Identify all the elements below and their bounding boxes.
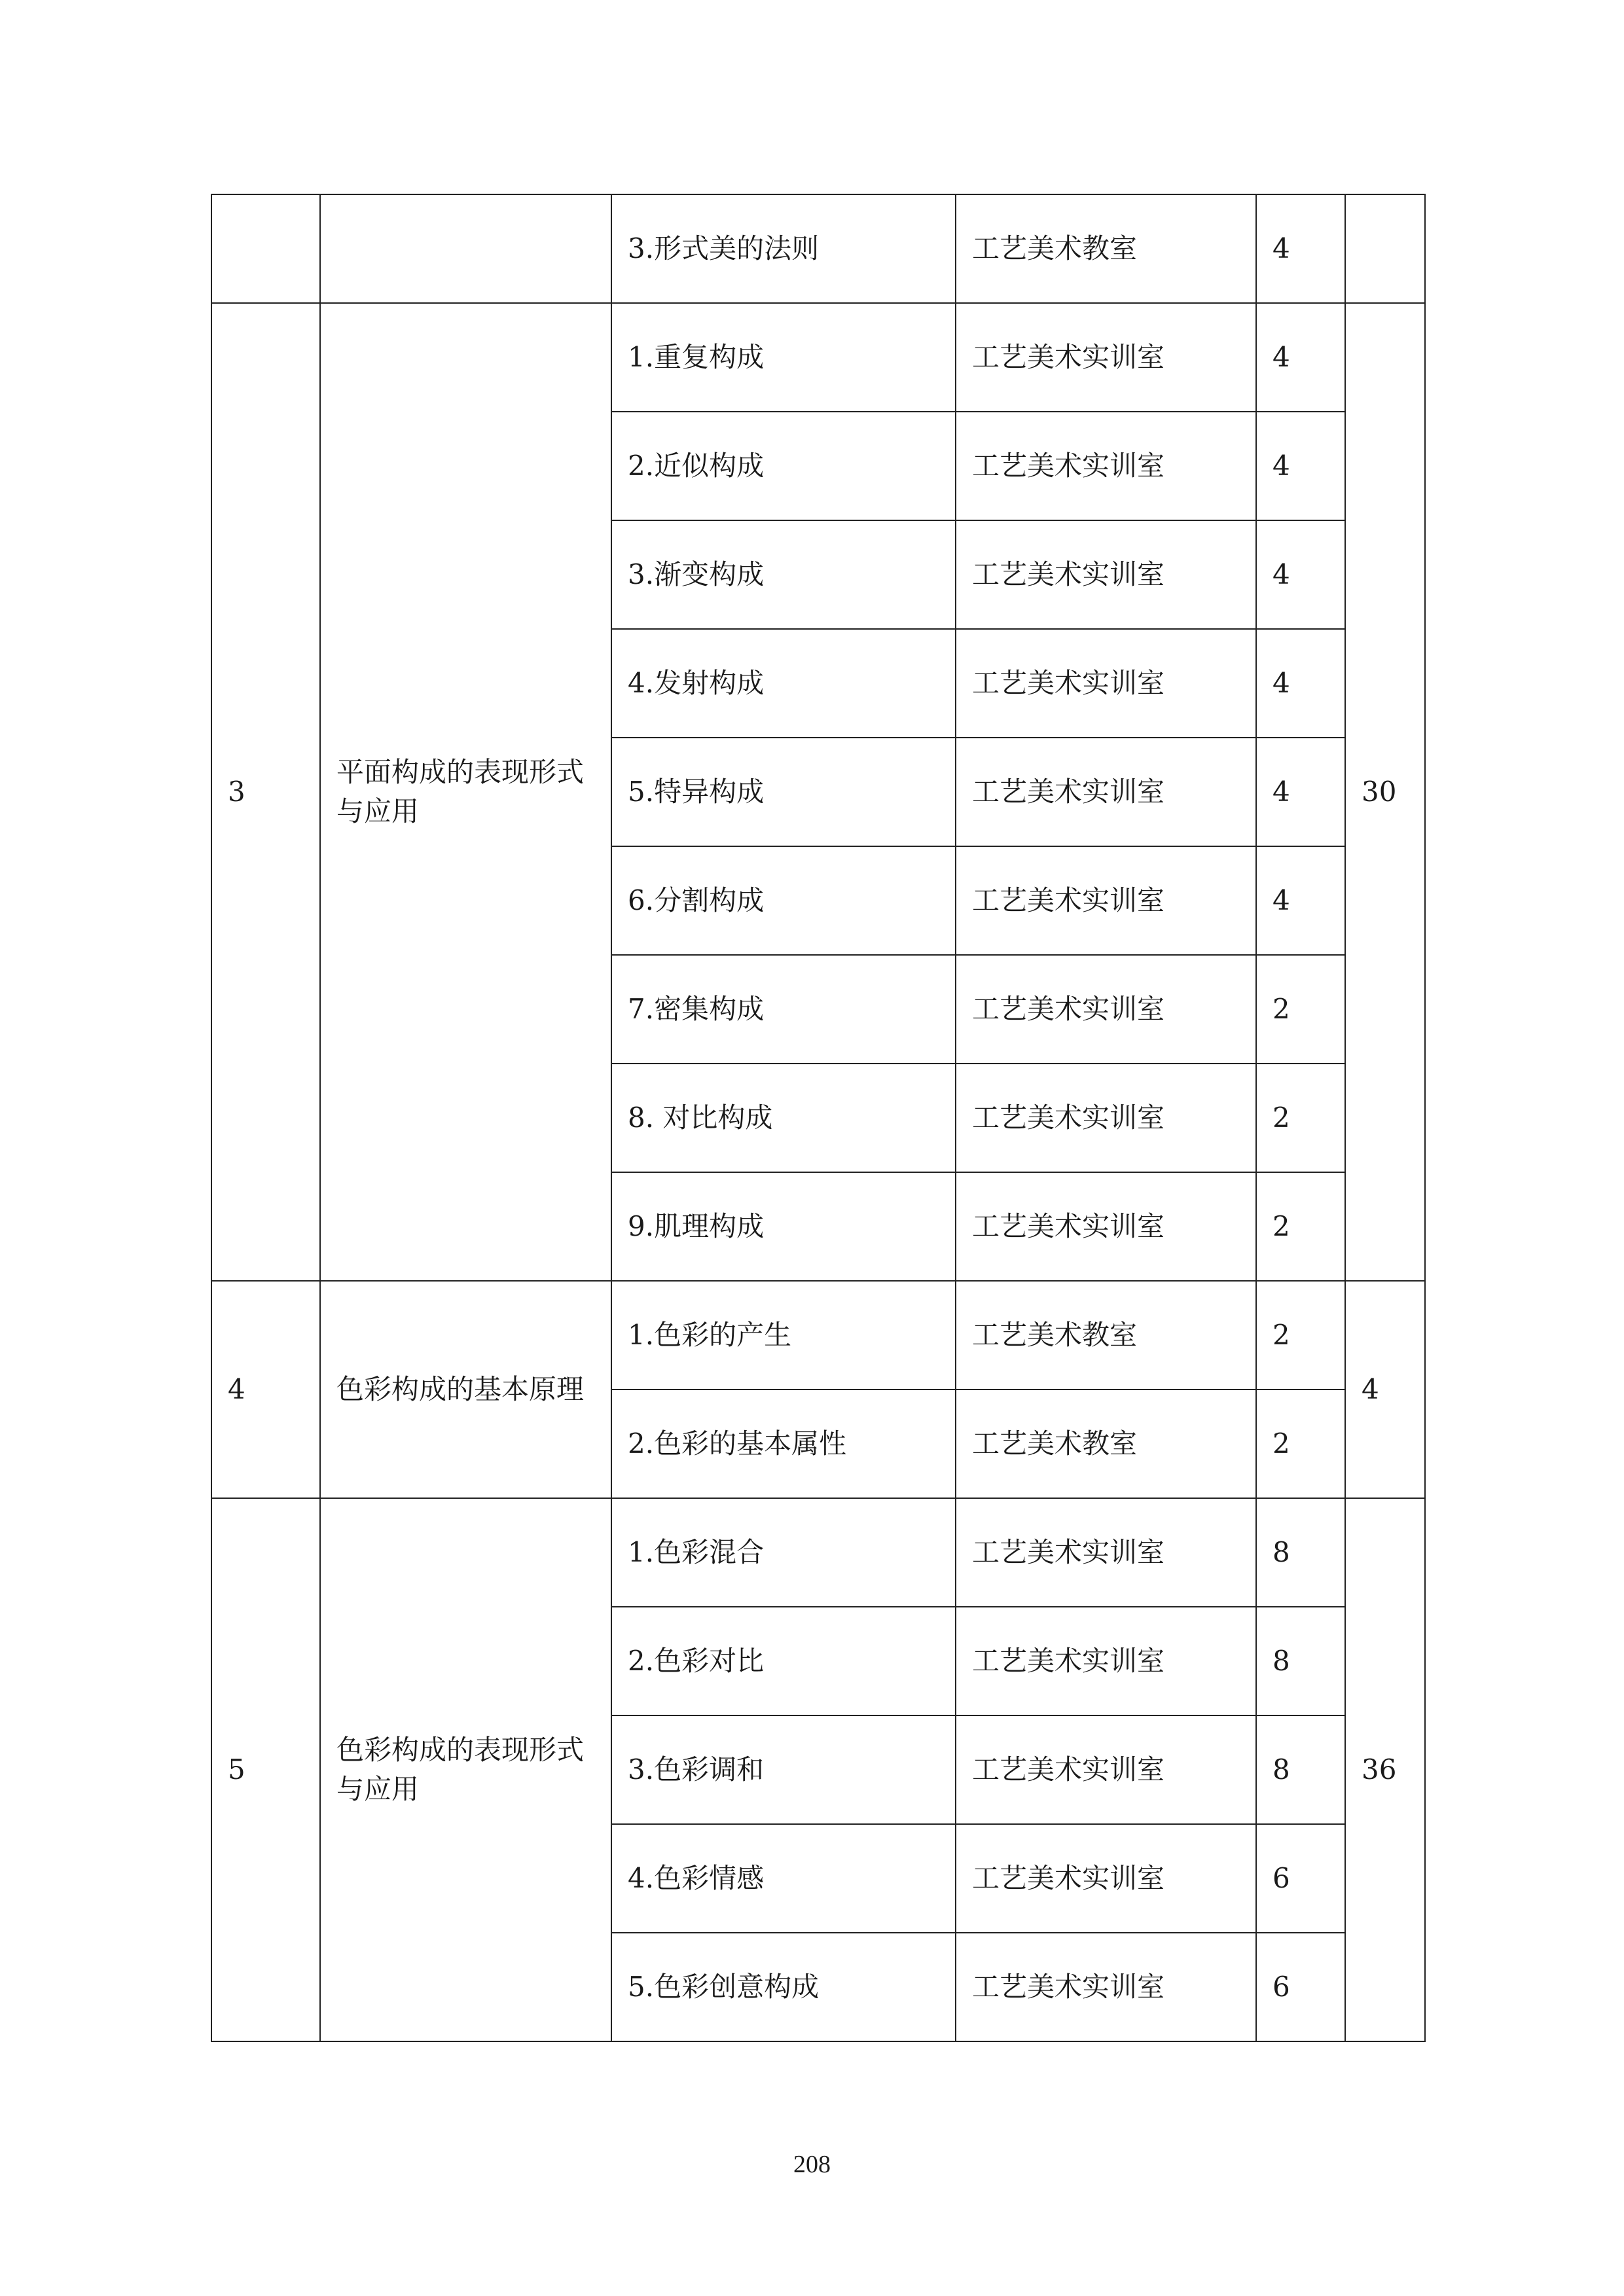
teaching-content-cell: 3.渐变构成 (611, 520, 956, 629)
teaching-place-cell: 工艺美术实训室 (956, 412, 1256, 520)
total-hours-cell: 4 (1345, 1281, 1425, 1498)
total-hours-cell (1345, 194, 1425, 303)
teaching-place-cell: 工艺美术实训室 (956, 1064, 1256, 1172)
class-hours-cell: 4 (1256, 303, 1345, 412)
table-row (211, 1498, 1425, 1607)
teaching-content-cell: 4.色彩情感 (611, 1824, 956, 1933)
module-number-cell: 3 (211, 303, 320, 1281)
class-hours-cell: 4 (1256, 846, 1345, 955)
class-hours-cell: 2 (1256, 1390, 1345, 1498)
teaching-content-cell: 2.色彩的基本属性 (611, 1390, 956, 1498)
teaching-content-cell: 1.重复构成 (611, 303, 956, 412)
teaching-place-cell: 工艺美术实训室 (956, 1607, 1256, 1715)
teaching-content-cell: 5.色彩创意构成 (611, 1933, 956, 2041)
total-hours-cell: 30 (1345, 303, 1425, 1281)
teaching-content-cell: 8. 对比构成 (611, 1064, 956, 1172)
table-row (211, 303, 1425, 412)
teaching-place-cell: 工艺美术实训室 (956, 629, 1256, 738)
teaching-content-cell: 9.肌理构成 (611, 1172, 956, 1281)
class-hours-cell: 8 (1256, 1498, 1345, 1607)
class-hours-cell: 4 (1256, 629, 1345, 738)
teaching-place-cell: 工艺美术教室 (956, 1390, 1256, 1498)
teaching-place-cell: 工艺美术实训室 (956, 738, 1256, 846)
module-name-cell (320, 194, 611, 303)
teaching-place-cell: 工艺美术实训室 (956, 1172, 1256, 1281)
class-hours-cell: 4 (1256, 520, 1345, 629)
teaching-content-cell: 7.密集构成 (611, 955, 956, 1064)
teaching-place-cell: 工艺美术实训室 (956, 520, 1256, 629)
teaching-content-cell: 2.色彩对比 (611, 1607, 956, 1715)
teaching-content-cell: 6.分割构成 (611, 846, 956, 955)
total-hours-cell: 36 (1345, 1498, 1425, 2041)
teaching-place-cell: 工艺美术实训室 (956, 846, 1256, 955)
module-name-cell: 色彩构成的基本原理 (320, 1281, 611, 1498)
teaching-content-cell: 1.色彩混合 (611, 1498, 956, 1607)
class-hours-cell: 4 (1256, 738, 1345, 846)
teaching-place-cell: 工艺美术实训室 (956, 1715, 1256, 1824)
teaching-place-cell: 工艺美术实训室 (956, 303, 1256, 412)
class-hours-cell: 2 (1256, 1064, 1345, 1172)
module-name-cell: 色彩构成的表现形式与应用 (320, 1498, 611, 2041)
class-hours-cell: 2 (1256, 1172, 1345, 1281)
teaching-content-cell: 5.特异构成 (611, 738, 956, 846)
class-hours-cell: 6 (1256, 1824, 1345, 1933)
module-number-cell: 5 (211, 1498, 320, 2041)
class-hours-cell: 2 (1256, 955, 1345, 1064)
class-hours-cell: 8 (1256, 1715, 1345, 1824)
teaching-place-cell: 工艺美术实训室 (956, 1498, 1256, 1607)
module-name-cell: 平面构成的表现形式与应用 (320, 303, 611, 1281)
table-body (211, 194, 1425, 2041)
teaching-content-cell: 4.发射构成 (611, 629, 956, 738)
course-schedule-table (211, 194, 1426, 2042)
class-hours-cell: 6 (1256, 1933, 1345, 2041)
module-number-cell (211, 194, 320, 303)
page-number: 208 (793, 2151, 831, 2178)
class-hours-cell: 4 (1256, 194, 1345, 303)
teaching-place-cell: 工艺美术实训室 (956, 1824, 1256, 1933)
class-hours-cell: 2 (1256, 1281, 1345, 1390)
teaching-place-cell: 工艺美术教室 (956, 194, 1256, 303)
table-row (211, 1281, 1425, 1390)
teaching-content-cell: 3.形式美的法则 (611, 194, 956, 303)
class-hours-cell: 8 (1256, 1607, 1345, 1715)
module-number-cell: 4 (211, 1281, 320, 1498)
teaching-content-cell: 2.近似构成 (611, 412, 956, 520)
teaching-content-cell: 1.色彩的产生 (611, 1281, 956, 1390)
class-hours-cell: 4 (1256, 412, 1345, 520)
table-row (211, 194, 1425, 303)
teaching-place-cell: 工艺美术教室 (956, 1281, 1256, 1390)
teaching-place-cell: 工艺美术实训室 (956, 1933, 1256, 2041)
teaching-content-cell: 3.色彩调和 (611, 1715, 956, 1824)
teaching-place-cell: 工艺美术实训室 (956, 955, 1256, 1064)
